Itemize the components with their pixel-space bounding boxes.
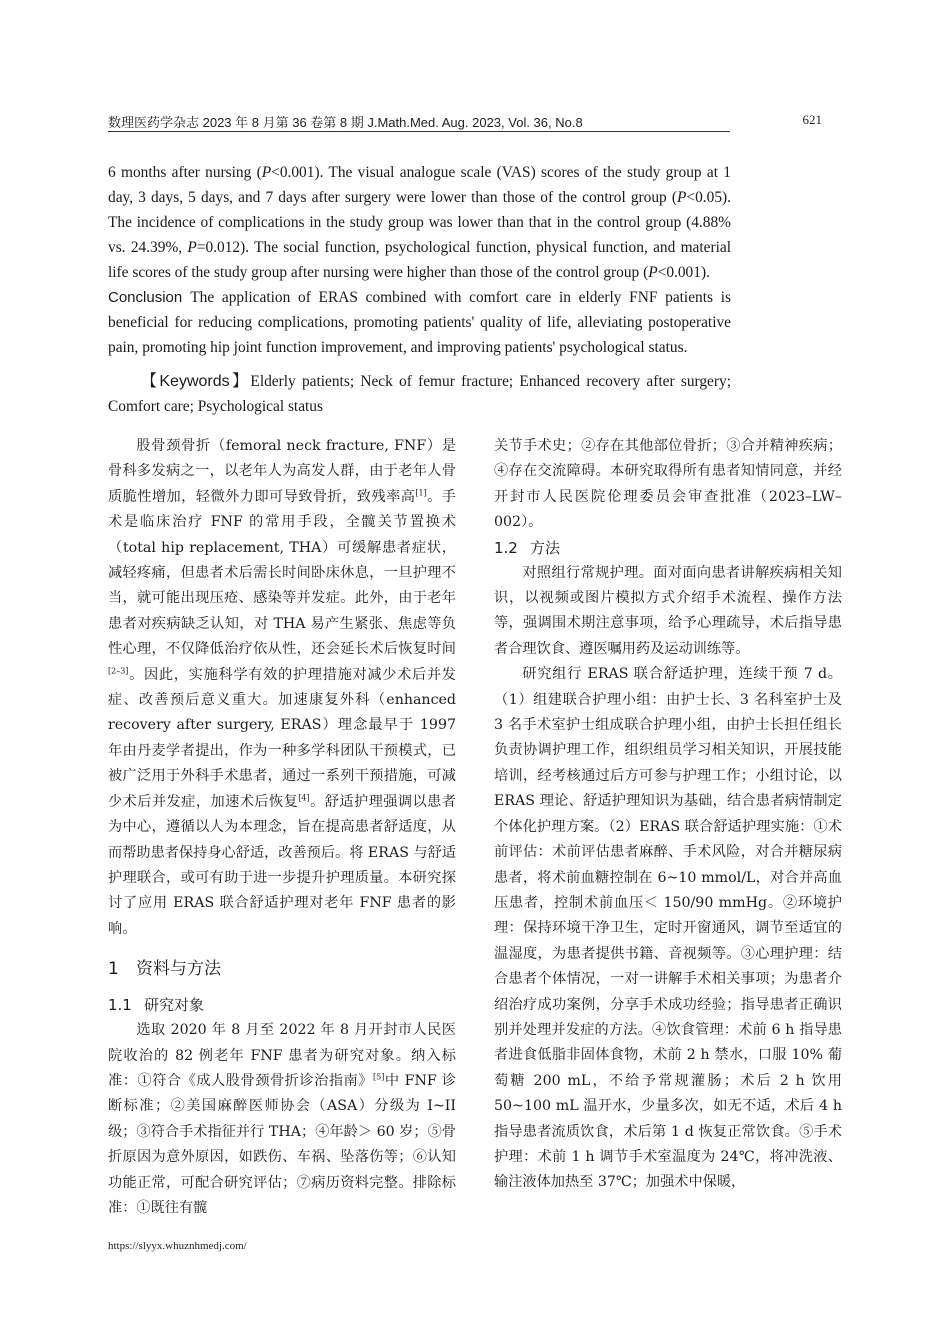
exclusion-continued: 关节手术史；②存在其他部位骨折；③合并精神疾病；④存在交流障碍。本研究取得所有患者知情同意，并经开封市人民医院伦理委员会审查批准（2023–LW–002）。 xyxy=(494,438,842,531)
header-rule xyxy=(108,131,730,132)
citation-ref: [4] xyxy=(298,792,310,802)
citation-ref: [5] xyxy=(373,1072,385,1082)
intro-paragraph: 股骨颈骨折（femoral neck fracture, FNF）是骨科多发病之一，以老年人为高发人群，由于老年人骨质脆性增加，轻微外力即可导致骨折，致残率高[1]。手术是临床治疗 FNF 的常用手段，全髋关节置换术（total hip replacement, THA）可缓解患者症状，减轻疼痛，但患者术后需长时间卧床休息，一旦护理不当，就可能出现压疮、感染等并发症。此外，由于老年患者对疾病缺乏认知，对 THA 易产生紧张、焦虑等负性心理，不仅降低治疗依从性，还会延长术后恢复时间[2–3]。因此，实施科学有效的护理措施对减少术后并发症、改善预后意义重大。加速康复外科（enhanced recovery after surgery, ERAS）理念最早于 1997 年由丹麦学者提出，作为一种多学科团队干预模式，已被广泛用于外科手术患者，通过一系列干预措施，可减少术后并发症，加速术后恢复[4]。舒适护理强调以患者为中心，遵循以人为本理念，旨在提高患者舒适度，从而帮助患者保持身心舒适，改善预后。将 ERAS 与舒适护理联合，或可有助于进一步提升护理质量。本研究探讨了应用 ERAS 联合舒适护理对老年 FNF 患者的影响。 xyxy=(108,438,456,937)
subsection-heading-subjects: 1.1 研究对象 xyxy=(108,996,205,1015)
right-column xyxy=(494,434,842,1196)
study-group-paragraph: 研究组行 ERAS 联合舒适护理，连续干预 7 d。（1）组建联合护理小组：由护士长、3 名科室护士及 3 名手术室护士组成联合护理小组，由护士长担任组长负责协调护理工作，组织组员学习相关知识，开展技能培训，经考核通过后方可参与护理工作；小组讨论，以 ERAS 理论、舒适护理知识为基础，结合患者病情制定个体化护理方案。（2）ERAS 联合舒适护理实施：①术前评估：术前评估患者麻醉、手术风险，对合并糖尿病患者，将术前血糖控制在 6~10 mmol/L，对合并高血压患者，控制术前血压＜ 150/90 mmHg。②环境护理：保持环境干净卫生，定时开窗通风，调节至适宜的温湿度，为患者提供书籍、音视频等。③心理护理：结合患者个体情况，一对一讲解手术相关事项；为患者介绍治疗成功案例，分享手术成功经验；指导患者正确识别并处理并发症的方法。④饮食管理：术前 6 h 指导患者进食低脂非固体食物，术前 2 h 禁水，口服 10% 葡萄糖 200 mL，不给予常规灌肠；术后 2 h 饮用 50~100 mL 温开水，少量多次，如无不适，术后 4 h 指导患者流质饮食，术后第 1 d 恢复正常饮食。⑤手术护理：术前 1 h 调节手术室温度为 24℃，将冲洗液、输注液体加热至 37℃；加强术中保暖， xyxy=(494,666,842,1191)
english-abstract xyxy=(108,160,731,419)
footer-url: https://slyyx.whuznhmedj.com/ xyxy=(108,1240,247,1252)
keywords: 【Keywords】Elderly patients; Neck of femur fracture; Enhanced recovery after surgery; Comfort care; Psychological status xyxy=(108,373,731,415)
left-column xyxy=(108,434,456,1221)
abstract-conclusion: Conclusion The application of ERAS combined with comfort care in elderly FNF patients is beneficial for reducing complications, promoting patients' quality of life, alleviating postoperative pain, promoting hip joint function improvement, and improving patients' psychological status. xyxy=(108,289,731,356)
citation-ref: [2–3] xyxy=(108,665,129,675)
conclusion-label: Conclusion xyxy=(108,289,183,306)
subsection-heading-methods: 1.2 方法 xyxy=(494,538,561,557)
page-number: 621 xyxy=(802,112,822,127)
section-heading-materials-methods: 1 资料与方法 xyxy=(108,959,221,980)
journal-citation: 数理医药学杂志 2023 年 8 月第 36 卷第 8 期 J.Math.Med. Aug. 2023, Vol. 36, No.8 xyxy=(108,115,583,130)
control-group-paragraph: 对照组行常规护理。面对面向患者讲解疾病相关知识，以视频或图片模拟方式介绍手术流程、操作方法等，强调围术期注意事项，给予心理疏导，术后指导患者合理饮食、遵医嘱用药及运动训练等。 xyxy=(494,564,842,657)
citation-ref: [1] xyxy=(415,488,427,498)
keywords-label: 【Keywords】 xyxy=(141,373,251,390)
abstract-results: 6 months after nursing (P<0.001). The visual analogue scale (VAS) scores of the study group at 1 day, 3 days, 5 days, and 7 days after surgery were lower than those of the control group (P<0.05). The incidence of complications in the study group was lower than that in the control group (4.88% vs. 24.39%, P=0.012). The social function, psychological function, physical function, and material life scores of the study group after nursing were higher than those of the control group (P<0.001). xyxy=(108,164,731,281)
subjects-paragraph: 选取 2020 年 8 月至 2022 年 8 月开封市人民医院收治的 82 例老年 FNF 患者为研究对象。纳入标准：①符合《成人股骨颈骨折诊治指南》[5]中 FNF 诊断标准；②美国麻醉医师协会（ASA）分级为 I~II 级；③符合手术指征并行 THA；④年龄＞ 60 岁；⑤骨折原因为意外原因，如跌伤、车祸、坠落伤等；⑥认知功能正常，可配合研究评估；⑦病历资料完整。排除标准：①既往有髋 xyxy=(108,1022,456,1216)
